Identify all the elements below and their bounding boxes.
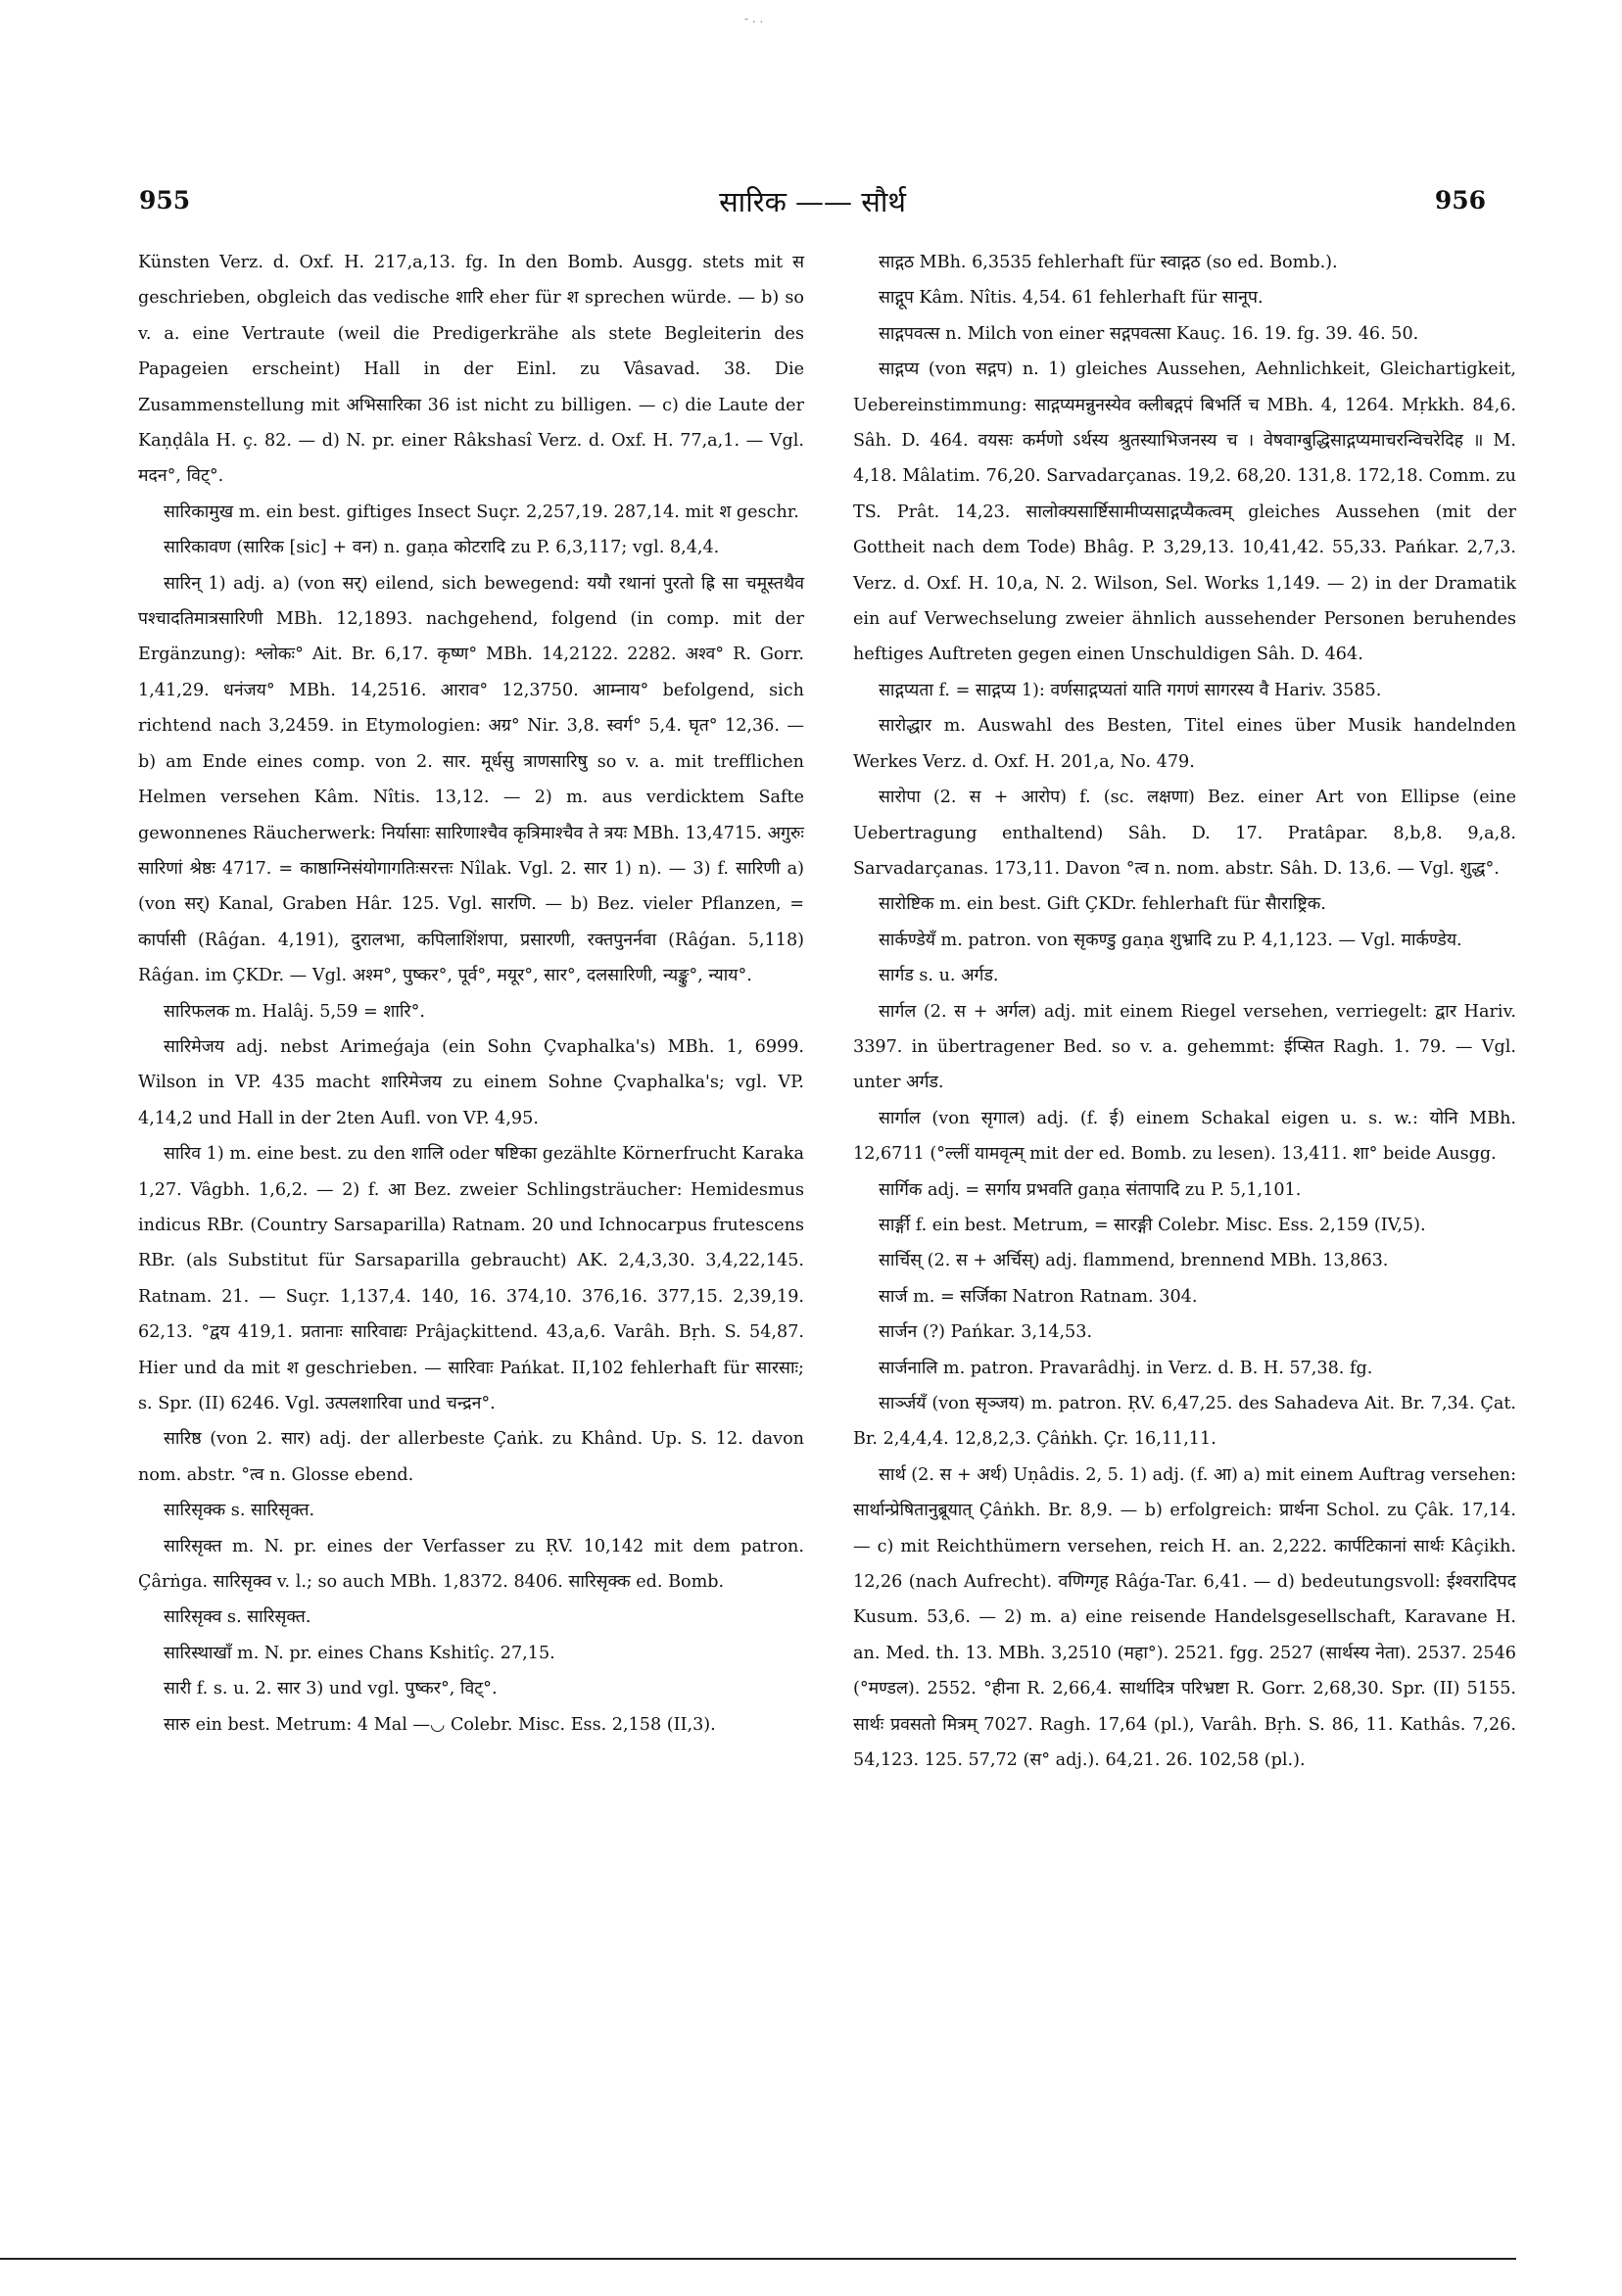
page-number-right: 956 (1434, 186, 1486, 215)
dictionary-entry: सारिकामुख m. ein best. giftiges Insect Suçr. 2,257,19. 287,14. mit श geschr. (164, 502, 799, 522)
dictionary-entry: सारिफलक m. Halâj. 5,59 = शारि°. (164, 1001, 426, 1022)
dictionary-entry: सारिन् 1) adj. a) (von सर्) eilend, sich bewegend: ययौ रथानां पुरतो ह्रि सा चमूस्तथैव पश्चादतिमात्रसारिणी MBh. 12,1893. nachgehend, folgend (in comp. mit der Ergänzung): श्लोकः° Ait. Br. 6,17. कृष्ण° MBh. 14,2122. 2282. अश्व° R. Gorr. 1,41,29. धनंजय° MBh. 14,2516. आराव° 12,3750. आम्नाय° befolgend, sich richtend nach 3,2459. in Etymologien: अग्र° Nir. 3,8. स्वर्ग° 5,4. घृत° 12,36. — b) am Ende eines comp. von 2. सार. मूर्धसु त्राणसारिषु so v. a. mit trefflichen Helmen versehen Kâm. Nîtis. 13,12. — 2) m. aus verdicktem Safte gewonnenes Räucherwerk: निर्यासाः सारिणाश्चैव कृत्रिमाश्चैव ते त्रयः MBh. 13,4715. अगुरुः सारिणां श्रेष्ठः 4717. = काष्ठाग्निसंयोगागतिःसरत्तः Nîlak. Vgl. 2. सार 1) n). — 3) f. सारिणी a) (von सर्) Kanal, Graben Hâr. 125. Vgl. सारणि. — b) Bez. vieler Pflanzen, = कार्पासी (Râǵan. 4,191), दुरालभा, कपिलाशिंशपा, प्रसारणी, रक्तपुनर्नवा (Râǵan. 5,118) Râǵan. im ÇKDr. — Vgl. अश्म°, पुष्कर°, पूर्व°, मयूर°, सार°, दलसारिणी, न्यङ्कु°, न्याय°. (138, 573, 804, 986)
dictionary-entry: सार्गाल (von सृगाल) adj. (f. ई) einem Schakal eigen u. s. w.: योनि MBh. 12,6711 (°ल्लीं यामवृत्म् mit der ed. Bomb. zu lesen). 13,411. शा° beide Ausgg. (853, 1108, 1516, 1165)
dictionary-entry: सार्जनालि m. patron. Pravarâdhj. in Verz. d. B. H. 57,38. fg. (879, 1358, 1373, 1378)
dictionary-entry: सार्गिक adj. = सर्गाय प्रभवति gaṇa संतापादि zu P. 5,1,101. (879, 1179, 1302, 1200)
dictionary-entry: सार्जन (?) Pańkar. 3,14,53. (879, 1322, 1093, 1343)
dictionary-entry: सारिव 1) m. eine best. zu den शालि oder षष्टिका gezählte Körnerfrucht Karaka 1,27. Vâgbh. 1,6,2. — 2) f. आ Bez. zweier Schlingsträucher: Hemidesmus indicus RBr. (Country Sarsaparilla) Ratnam. 20 und Ichnocarpus frutescens RBr. (als Substitut für Sarsaparilla gebraucht) AK. 2,4,3,30. 3,4,22,145. Ratnam. 21. — Suçr. 1,137,4. 140, 16. 374,10. 376,16. 377,15. 2,39,19. 62,13. °द्वय 419,1. प्रतानाः सारिवाद्यः Prâjaçkittend. 43,a,6. Varâh. Bṛh. S. 54,87. Hier und da mit श geschrieben. — सारिवाः Pańkat. II,102 fehlerhaft für सारसाः; s. Spr. (II) 6246. Vgl. उत्पलशारिवा und चन्द्रन°. (138, 1144, 804, 1413)
dictionary-entry: साद्गप्यता f. = साद्गप्य 1): वर्णसाद्गप्यतां याति गगणं सागरस्य वै Hariv. 3585. (879, 680, 1382, 700)
page-number-left: 955 (139, 186, 191, 215)
dictionary-entry: सारिष्ठ (von 2. सार) adj. der allerbeste Çaṅk. zu Khând. Up. S. 12. davon nom. abstr. °त्व n. Glosse ebend. (138, 1429, 804, 1485)
dictionary-entry: सारिसृक्क s. सारिसृक्त. (164, 1501, 315, 1521)
page-header (139, 186, 1486, 229)
dictionary-entry: सारिस्थाखाँ m. N. pr. eines Chans Kshitîç. 27,15. (164, 1643, 555, 1663)
right-column (853, 245, 1516, 1778)
dictionary-entry: Künsten Verz. d. Oxf. H. 217,a,13. fg. In den Bomb. Ausgg. stets mit स geschrieben, obgleich das vedische शारि eher für श sprechen würde. — b) so v. a. eine Vertraute (weil die Predigerkrähe als stete Begleiterin des Papageien erscheint) Hall in der Einl. zu Vâsavad. 38. Die Zusammenstellung mit अभिसारिका 36 ist nicht zu billigen. — c) die Laute der Kaṇḍâla H. ç. 82. — d) N. pr. einer Râkshasî Verz. d. Oxf. H. 77,a,1. — Vgl. मदन°, विट्°. (138, 253, 804, 487)
dictionary-entry: सार्थ (2. स + अर्थ) Uṇâdis. 2, 5. 1) adj. (f. आ) a) mit einem Auftrag versehen: सार्थान्प्रेषितानुब्रूयात् Çâṅkh. Br. 8,9. — b) erfolgreich: प्रार्थना Schol. zu Çâk. 17,14. — c) mit Reichthümern versehen, reich H. an. 2,222. कार्पटिकानां सार्थः Kâçikh. 12,26 (nach Aufrecht). वणिग्गृह Râǵa-Tar. 6,41. — d) bedeutungsvoll: ईश्वरादिपद Kusum. 53,6. — 2) m. a) eine reisende Handelsgesellschaft, Karavane H. an. Med. th. 13. MBh. 3,2510 (महा°). 2521. fgg. 2527 (सार्थस्य नेता). 2537. 2546 (°मण्डल). 2552. °हीना R. 2,66,4. सार्थादित्र परिभ्रष्टा R. Gorr. 2,68,30. Spr. (II) 5155. सार्थः प्रवसतो मित्रम् 7027. Ragh. 17,64 (pl.), Varâh. Bṛh. S. 86, 11. Kathâs. 7,26. 54,123. 125. 57,72 (स° adj.). 64,21. 26. 102,58 (pl.). (853, 1464, 1516, 1771)
dictionary-entry: साद्गपवत्स n. Milch von einer सद्गपवत्सा Kauç. 16. 19. fg. 39. 46. 50. (879, 323, 1419, 344)
dictionary-entry: सार्गड s. u. अर्गड. (879, 966, 999, 986)
dictionary-entry: सारु ein best. Metrum: 4 Mal —◡ Colebr. Misc. Ess. 2,158 (II,3). (164, 1714, 716, 1735)
dictionary-entry: साद्गठ MBh. 6,3535 fehlerhaft für स्वाद्गठ (so ed. Bomb.). (879, 253, 1338, 272)
left-column (138, 245, 804, 1743)
dictionary-entry: सार्गल (2. स + अर्गल) adj. mit einem Riegel versehen, verriegelt: द्वार Hariv. 3397. in übertragener Bed. so v. a. gehemmt: ईप्सित Ragh. 1. 79. — Vgl. unter अर्गड. (853, 1001, 1516, 1093)
dictionary-entry: सारिमेजय adj. nebst Arimeǵaja (ein Sohn Çvaphalka's) MBh. 1, 6999. Wilson in VP. 435 macht शारिमेजय zu einem Sohne Çvaphalka's; vgl. VP. 4,14,2 und Hall in der 2ten Aufl. von VP. 4,95. (138, 1036, 804, 1128)
dictionary-entry: सारिसृक्त m. N. pr. eines der Verfasser zu ṚV. 10,142 mit dem patron. Çârṅga. सारिसृक्व v. l.; so auch MBh. 1,8372. 8406. सारिसृक्क ed. Bomb. (138, 1536, 804, 1593)
dictionary-entry: सार्ज m. = सर्जिका Natron Ratnam. 304. (879, 1286, 1198, 1307)
dictionary-entry: सारोद्धार m. Auswahl des Besten, Titel eines über Musik handelnden Werkes Verz. d. Oxf. H. 201,a, No. 479. (853, 716, 1516, 772)
dictionary-entry: सार्ञ्जयँ (von सृञ्जय) m. patron. ṚV. 6,47,25. des Sahadeva Ait. Br. 7,34. Çat. Br. 2,4,4,4. 12,8,2,3. Çâṅkh. Çr. 16,11,11. (853, 1394, 1516, 1450)
running-head: सारिक —— सौर्थ (719, 185, 906, 218)
dictionary-entry: साद्गप्य (von सद्गप) n. 1) gleiches Aussehen, Aehnlichkeit, Gleichartigkeit, Uebereinstimmung: साद्गप्यमन्नुनस्येव क्लीबद्गपं बिभर्ति च MBh. 4, 1264. Mṛkkh. 84,6. Sâh. D. 464. वयसः कर्मणो ऽर्थस्य श्रुतस्याभिजनस्य च । वेषवाग्बुद्धिसाद्गप्यमाचरन्विचरेदिह ॥ M. 4,18. Mâlatim. 76,20. Sarvadarçanas. 19,2. 68,20. 131,8. 172,18. Comm. zu TS. Prât. 14,23. सालोक्यसार्ष्टिसामीप्यसाद्गप्यैकत्वम् gleiches Aussehen (mit der Gottheit nach dem Tode) Bhâg. P. 3,29,13. 10,41,42. 55,33. Pańkar. 2,7,3. Verz. d. Oxf. H. 10,a, N. 2. Wilson, Sel. Works 1,149. — 2) in der Dramatik ein auf Verwechselung zweier ähnlich aussehender Personen beruhendes heftiges Auftreten gegen einen Unschuldigen Sâh. D. 464. (853, 359, 1516, 665)
dictionary-entry: साद्गूप Kâm. Nîtis. 4,54. 61 fehlerhaft für सानूप. (879, 288, 1264, 309)
dictionary-entry: सार्चिस् (2. स + अर्चिस्) adj. flammend, brennend MBh. 13,863. (879, 1251, 1389, 1271)
footer-rule (0, 2258, 1516, 2260)
dictionary-entry: सार्कण्डेयँ m. patron. von सृकण्डु gaṇa शुभ्रादि zu P. 4,1,123. — Vgl. मार्कण्डेय. (879, 930, 1462, 950)
dictionary-entry: सारिकावण (सारिक [sic] + वन) n. gaṇa कोटरादि zu P. 6,3,117; vgl. 8,4,4. (164, 538, 720, 558)
dictionary-entry: सारोपा (2. स + आरोप) f. (sc. लक्षणा) Bez. einer Art von Ellipse (eine Uebertragung enthaltend) Sâh. D. 17. Pratâpar. 8,b,8. 9,a,8. Sarvadarçanas. 173,11. Davon °त्व n. nom. abstr. Sâh. D. 13,6. — Vgl. शुद्ध°. (853, 788, 1516, 879)
dictionary-entry: सारोष्टिक m. ein best. Gift ÇKDr. fehlerhaft für सैाराष्ट्रिक. (879, 894, 1326, 915)
dictionary-entry: सारी f. s. u. 2. सार 3) und vgl. पुष्कर°, विट्°. (164, 1679, 498, 1699)
top-mark: - . . (744, 12, 764, 25)
dictionary-entry: सारिसृक्व s. सारिसृक्त. (164, 1607, 311, 1628)
dictionary-entry: सार्ङ्गी f. ein best. Metrum, = सारङ्गी Colebr. Misc. Ess. 2,159 (IV,5). (879, 1215, 1426, 1235)
